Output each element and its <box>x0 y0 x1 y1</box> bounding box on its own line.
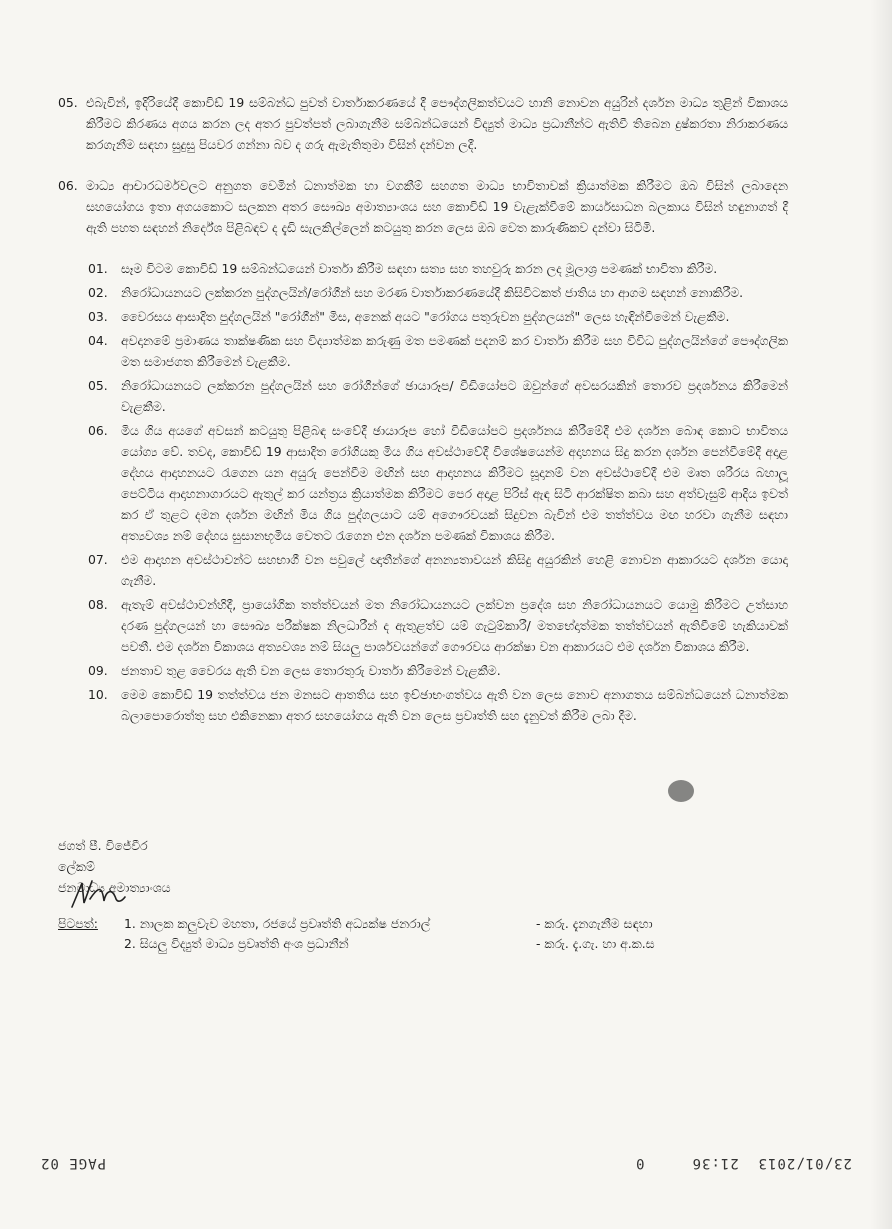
list-item <box>88 549 788 591</box>
item-text: වෛරසය ආසාදිත පුද්ගලයින් "රෝගීන්" මිස, අනෙක් අයට "රෝගය පතුරුවන පුද්ගලයන්" ලෙස හැඳින්වීමෙන් වැළකීම. <box>121 309 730 324</box>
item-text: නිරෝධායනයට ලක්කරන පුද්ගලයින්/රෝගීන් සහ මරණ වාර්තාකරණයේදී කිසිවිටකත් ජාතිය හා ආගම සඳහන් නොකිරීම. <box>121 285 744 300</box>
list-item <box>88 330 788 372</box>
copy-recipient: 2. සියලු විද්‍යුත් මාධ්‍ය ප්‍රවෘත්ති අංශ ප්‍රධානීන් <box>124 936 349 951</box>
recommendation-list <box>88 258 788 729</box>
item-number: 06. <box>88 423 108 438</box>
copy-row <box>58 914 818 934</box>
list-item <box>88 420 788 546</box>
copy-recipient: 1. නාලක කලුවැව මහතා, රජයේ ප්‍රවෘත්ති අධ්‍යක්ෂ ජනරාල් <box>124 916 431 931</box>
list-item <box>88 375 788 417</box>
ink-smudge <box>668 780 694 802</box>
handwritten-signature <box>68 877 128 913</box>
paragraph-number: 06. <box>58 178 78 193</box>
scan-edge-shadow <box>870 0 892 1229</box>
list-item <box>88 258 788 279</box>
fax-timestamp-line: 23/01/2013 21:36 0 <box>635 1155 852 1171</box>
copy-action: - කරු. දැ.ගැ. හා අ.ක.ස <box>536 936 655 951</box>
item-number: 10. <box>88 687 108 702</box>
item-number: 05. <box>88 378 108 393</box>
item-text: එම ආදාහන අවස්ථාවන්ට සහභාගී වන පවුලේ ඥාතීන්ගේ අනන්‍යතාවයන් කිසිදු අයුරකින් හෙළි නොවන ආකාරයට දර්ශන යොදා ගැනීම. <box>121 552 788 588</box>
signatory-organization: ජනමාධ්‍ය අමාත්‍යාංශය <box>58 880 171 895</box>
signatory-title: ලේකම් <box>58 859 95 874</box>
item-number: 01. <box>88 261 108 276</box>
item-number: 03. <box>88 309 108 324</box>
item-number: 04. <box>88 333 108 348</box>
copy-action: - කරු. දැනගැනීම සඳහා <box>536 916 653 931</box>
copies-section <box>58 914 818 954</box>
list-item <box>88 684 788 726</box>
paragraph-05 <box>58 92 788 155</box>
copies-label: පිටපත්: <box>58 916 98 931</box>
item-number: 08. <box>88 597 108 612</box>
item-number: 02. <box>88 285 108 300</box>
item-text: ජනතාව තුළ වෛරය ඇති වන ලෙස තොරතුරු වාර්තා කිරීමෙන් වැළකීම. <box>121 663 501 678</box>
list-item <box>88 282 788 303</box>
list-item <box>88 306 788 327</box>
item-text: නිරෝධායනයට ලක්කරන පුද්ගලයින් සහ රෝගීන්ගේ ඡායාරූප/ වීඩියෝපට ඔවුන්ගේ අවසරයකින් තොරව ප්‍රදර්ශනය කිරීමෙන් වැළකීම. <box>121 378 788 414</box>
item-text: මෙම කොවිඩ් 19 තත්ත්වය ජන මනසට ආතතිය සහ ඉච්ඡාභංගත්වය ඇති වන ලෙස නොව අනාගතය සම්බන්ධයෙන් ධනාත්මක බලාපොරොත්තු සහ එකිනෙකා අතර සහයෝගය ඇති වන ලෙස ප්‍රවෘත්ති සහ දැනුවත් කිරීම ලබා දීම. <box>121 687 788 723</box>
item-text: අවදානමේ ප්‍රමාණය තාක්ෂණික සහ විද්‍යාත්මක කරුණු මත පමණක් පදනම් කර වාර්තා කිරීම සහ විවිධ පුද්ගලයින්ගේ පෞද්ගලික මත සමාජගත කිරීමෙන් වැළකීම. <box>121 333 788 369</box>
paragraph-number: 05. <box>58 95 78 110</box>
item-text: ඇතැම් අවස්ථාවන්හිදී, ප්‍රායෝගික තත්ත්වයන් මත නිරෝධායනයට ලක්වන ප්‍රදේශ සහ නිරෝධායනයට යොමු කිරීමට උත්සාහ දරණ පුද්ගලයන් හා සෞඛ්‍ය පරීක්ෂක නිලධාරීන් ද ඇතුළත්ව යම් ගැටුම්කාරී/ මතභේදාත්මක තත්ත්වයන් ඇතිවීමේ හැකියාවක් පවතී. එම දර්ශන විකාශය අත්‍යවශ්‍ය නම් සියලු පාර්ශවයන්ගේ ගෞරවය ආරක්ෂා වන ආකාරයට එම දර්ශන විකාශය කිරීම. <box>121 597 788 654</box>
paragraph-text: මාධ්‍ය ආචාරධර්මවලට අනුගත වෙමින් ධනාත්මක හා වගකීම් සහගත මාධ්‍ය භාවිතාවක් ක්‍රියාත්මක කිරීමට ඔබ විසින් ලබාදෙන සහයෝගය ඉතා අගයකොට සලකන අතර සෞඛ්‍ය අමාත්‍යාංශය සහ කොවිඩ් 19 වැළැක්වීමේ කාර්යසාධන බලකාය විසින් හඳුනාගත් දී ඇති පහත සඳහන් නිර්දේශ පිළිබඳව ද දැඩි සැලකිල්ලෙන් කටයුතු කරන ලෙස ඔබ වෙත කාරුණිකව දන්වා සිටිමි. <box>86 178 788 235</box>
item-text: මිය ගිය අයගේ අවසන් කටයුතු පිළිබඳ සංවේදී ඡායාරූප හෝ වීඩියෝපට ප්‍රදර්ශනය කිරීමේදී එම දර්ශන බොඳ කොට භාවිතය යෝග්‍ය වේ. තවද, කොවිඩ් 19 ආසාදිත රෝගියකු මිය ගිය අවස්ථාවේදී විශේෂයෙන්ම අදාහනය සිදු කරන දර්ශන පෙන්වීමේදී අදාළ දේහය ආදාහනයට රැගෙන යන අයුරු පෙන්වීම මඟින් සහ ආදාහනය කිරීමට සූදානම් වන අවස්ථාවේදී එම මෘත ශරීරය බහාලූ පෙට්ටිය ආදාහනාගාරයට ඇතුල් කර යන්ත්‍රය ක්‍රියාත්මක කිරීමට පෙර අදාළ පිරිස් ඇඳ සිටි ආරක්ෂිත කබා සහ අත්වැසුම් ආදිය ඉවත් කර ඒ තුළට දමන දර්ශන මඟින් මිය ගිය පුද්ගලයාට යම් අගෞරවයක් සිදුවන බැවින් එම තත්ත්වය මඟ හරවා ගැනීම සඳහා අත්‍යවශ්‍ය නම් දේහය සුසානභූමිය වෙතට රැගෙන එන දර්ශන පමණක් විකාශය කිරීම. <box>121 423 788 543</box>
paragraph-06 <box>58 175 788 238</box>
copy-row <box>58 934 818 954</box>
fax-page-number: PAGE 02 <box>40 1155 107 1171</box>
list-item <box>88 660 788 681</box>
signatory-name: ජගත් පී. විජේවීර <box>58 838 148 853</box>
item-number: 07. <box>88 552 108 567</box>
paragraph-text: එබැවින්, ඉදිරියේදී කොවිඩ් 19 සම්බන්ධ පුවත් වාර්තාකරණයේ දී පෞද්ගලිකත්වයට හානි නොවන අයුරින් දර්ශන මාධ්‍ය තුළින් විකාශය කිරීමට කිරණය අගය කරන ලද අතර පුවත්පත් ලබාගැනීම සම්බන්ධයෙන් විද්‍යුත් මාධ්‍ය ප්‍රධානීන්ට ඇතිවී තිබෙන දුෂ්කරතා නිරාකරණය කරගැනීම සඳහා සුදුසු පියවර ගන්නා බව ද ගරු ඇමැතිතුමා විසින් දන්වන ලදී. <box>86 95 788 152</box>
item-number: 09. <box>88 663 108 678</box>
item-text: සෑම විටම කොවිඩ් 19 සම්බන්ධයෙන් වාර්තා කිරීම සඳහා සත්‍ය සහ තහවුරු කරන ලද මූලාශ්‍ර පමණක් භාවිතා කිරීම. <box>121 261 718 276</box>
list-item <box>88 594 788 657</box>
